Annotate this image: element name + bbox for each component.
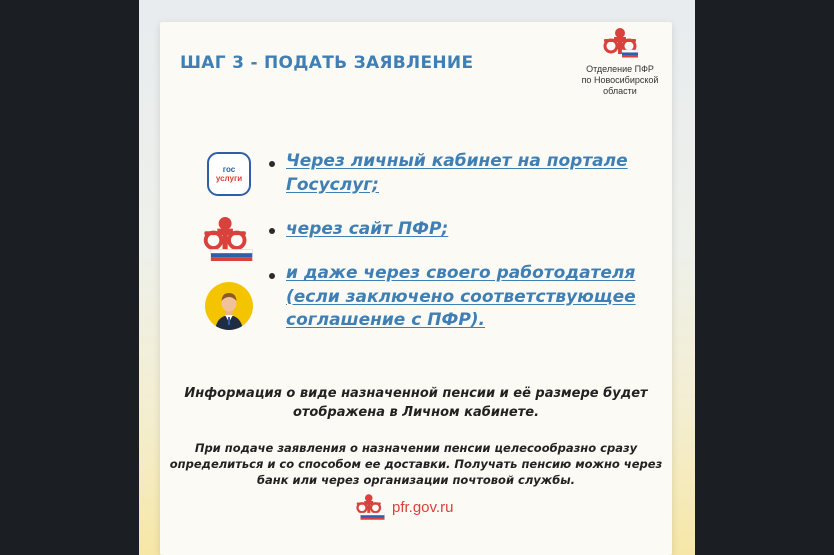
gosuslugi-logo-line-1: гос — [222, 165, 236, 174]
pfr-site-link[interactable]: через сайт ПФР; — [286, 219, 449, 239]
bullet-icon — [266, 225, 278, 237]
gosuslugi-logo-line-2: услуги — [215, 174, 243, 183]
info-card — [160, 22, 672, 555]
pfr-logo-icon — [203, 217, 255, 261]
pension-info-text: Информация о виде назначенной пенсии и её размере будет отображена в Личном кабинете. — [184, 386, 648, 420]
employer-link[interactable]: и даже через своего работодателя (если заключено соответствующее соглашение с ПФР). — [286, 263, 636, 330]
footer — [356, 494, 453, 520]
org-name-line-2: по Новосибирской — [581, 75, 659, 85]
pfr-logo-icon — [600, 28, 640, 58]
page-title: ШАГ 3 - ПОДАТЬ ЗАЯВЛЕНИЕ — [180, 53, 474, 73]
gosuslugi-link[interactable]: Через личный кабинет на портале Госуслуг; — [286, 151, 628, 195]
gosuslugi-logo-icon — [207, 152, 251, 196]
pfr-site-url[interactable]: pfr.gov.ru — [392, 498, 454, 516]
bullet-icon — [266, 270, 278, 282]
org-name-line-3: области — [603, 86, 637, 96]
org-block — [570, 28, 670, 97]
bullet-icon — [266, 158, 278, 170]
list-item-gosuslugi — [200, 150, 636, 197]
employer-avatar-icon — [205, 282, 253, 330]
org-name — [570, 64, 670, 97]
list-item-pfr-site — [200, 217, 636, 261]
org-name-line-1: Отделение ПФР — [586, 64, 654, 74]
pfr-logo-icon — [356, 494, 386, 520]
list-item-employer — [200, 262, 636, 333]
delivery-note-text: При подаче заявления о назначении пенсии целесообразно сразу определиться и со способом ее доставки. Получать пенсию можно через банк или через организации почтовой службы. — [169, 441, 663, 487]
